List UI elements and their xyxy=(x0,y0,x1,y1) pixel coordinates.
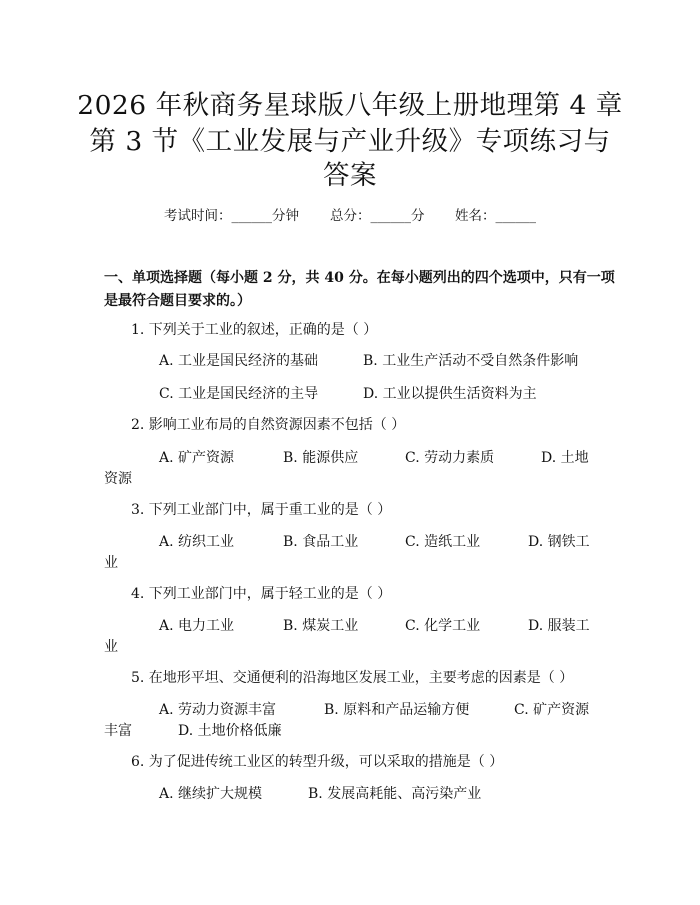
page-title-line-2: 第 3 节《工业发展与产业升级》专项练习与 xyxy=(89,126,611,157)
question-2-option-d-wrap: 资源 xyxy=(104,471,132,487)
page-title-line-3: 答案 xyxy=(323,160,377,191)
question-3-option-c: C. 造纸工业 xyxy=(405,534,481,550)
question-6-stem: 6. 为了促进传统工业区的转型升级，可以采取的措施是（ ） xyxy=(131,754,504,770)
question-1-option-b: B. 工业生产活动不受自然条件影响 xyxy=(363,353,579,369)
question-4-option-c: C. 化学工业 xyxy=(405,618,481,634)
question-4-stem: 4. 下列工业部门中，属于轻工业的是（ ） xyxy=(131,586,392,602)
question-4-option-b: B. 煤炭工业 xyxy=(283,618,359,634)
page-title-line-1: 2026 年秋商务星球版八年级上册地理第 4 章 xyxy=(77,90,623,121)
question-2-option-a: A. 矿产资源 xyxy=(159,450,235,466)
question-1-option-c: C. 工业是国民经济的主导 xyxy=(159,386,319,402)
section-heading-line-1: 一、单项选择题（每小题 2 分，共 40 分。在每小题列出的四个选项中，只有一项 xyxy=(104,270,615,286)
question-2-stem: 2. 影响工业布局的自然资源因素不包括（ ） xyxy=(131,417,406,433)
question-3-option-d: D. 钢铁工 xyxy=(528,534,590,550)
question-3-option-a: A. 纺织工业 xyxy=(159,534,235,550)
question-5-stem: 5. 在地形平坦、交通便利的沿海地区发展工业，主要考虑的因素是（ ） xyxy=(131,670,574,686)
question-5-option-b: B. 原料和产品运输方便 xyxy=(324,702,470,718)
section-heading-line-2: 是最符合题目要求的。） xyxy=(104,293,251,309)
total-score-field: 总分：______分 xyxy=(330,208,425,224)
student-name-field: 姓名：______ xyxy=(455,208,536,224)
question-6-option-a: A. 继续扩大规模 xyxy=(159,786,263,802)
question-4-option-d-wrap: 业 xyxy=(104,639,118,655)
question-1-stem: 1. 下列关于工业的叙述，正确的是（ ） xyxy=(131,322,378,338)
question-3-option-b: B. 食品工业 xyxy=(283,534,359,550)
question-4-option-a: A. 电力工业 xyxy=(159,618,235,634)
question-2-option-b: B. 能源供应 xyxy=(283,450,359,466)
exam-time-field: 考试时间：______分钟 xyxy=(164,208,299,224)
question-2-option-c: C. 劳动力素质 xyxy=(405,450,495,466)
question-6-option-b: B. 发展高耗能、高污染产业 xyxy=(308,786,482,802)
question-5-option-a: A. 劳动力资源丰富 xyxy=(159,702,277,718)
question-5-option-c-wrap: 丰富 xyxy=(104,723,132,739)
question-5-option-d: D. 土地价格低廉 xyxy=(178,723,282,739)
question-3-option-d-wrap: 业 xyxy=(104,555,118,571)
question-3-stem: 3. 下列工业部门中，属于重工业的是（ ） xyxy=(131,502,392,518)
question-4-option-d: D. 服装工 xyxy=(528,618,590,634)
question-1-option-a: A. 工业是国民经济的基础 xyxy=(159,353,319,369)
question-5-option-c: C. 矿产资源 xyxy=(514,702,590,718)
question-1-option-d: D. 工业以提供生活资料为主 xyxy=(363,386,537,402)
question-2-option-d: D. 土地 xyxy=(541,450,589,466)
